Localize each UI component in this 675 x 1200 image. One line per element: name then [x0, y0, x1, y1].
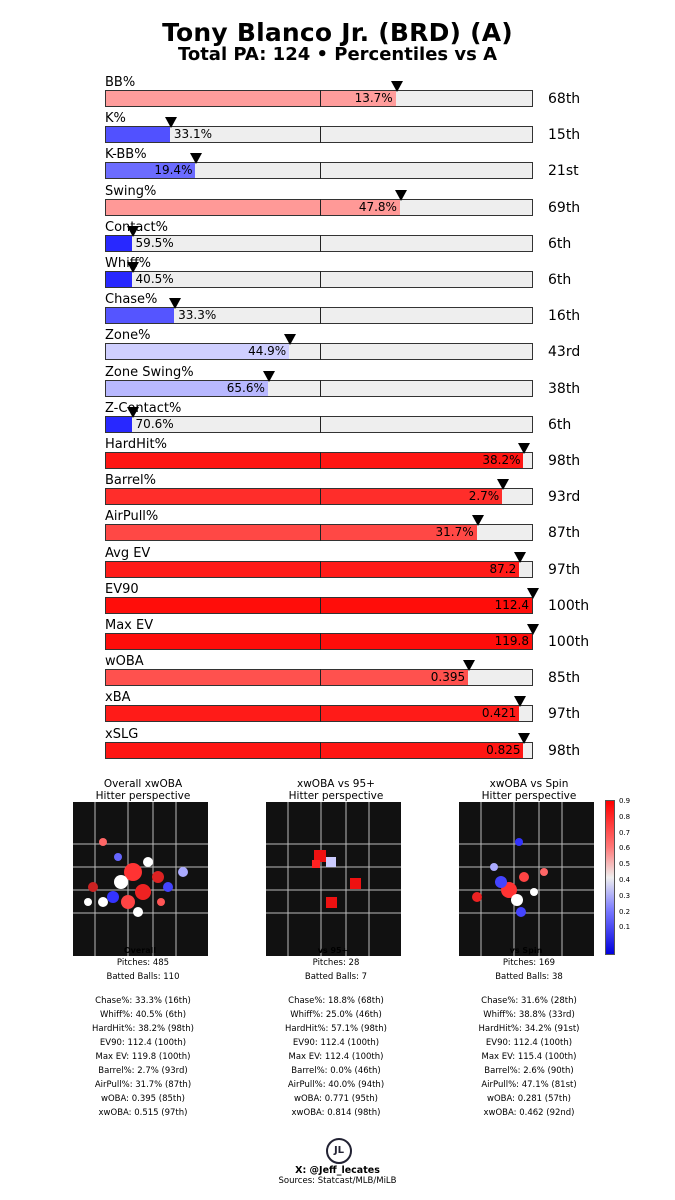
metric-percentile: 69th — [548, 199, 581, 216]
stat-line: HardHit%: 57.1% (98th) — [285, 1024, 387, 1034]
median-line — [320, 271, 321, 288]
metric-row — [0, 473, 675, 509]
heatmap-svg — [459, 802, 594, 956]
median-line — [320, 561, 321, 578]
metric-row — [0, 292, 675, 328]
metric-value: 65.6% — [226, 380, 265, 395]
heatmap-panel-overall — [63, 778, 223, 1118]
stat-line: AirPull%: 47.1% (81st) — [481, 1080, 577, 1090]
metric-bar-track — [105, 561, 533, 578]
metric-value: 38.2% — [482, 453, 521, 467]
median-line — [320, 199, 321, 216]
median-line — [320, 705, 321, 722]
percentile-marker — [518, 443, 530, 454]
stat-line: Barrel%: 2.6% (90th) — [484, 1066, 574, 1076]
stat-line: AirPull%: 40.0% (94th) — [287, 1080, 385, 1090]
percentile-marker — [127, 226, 139, 237]
metric-bar-fill — [106, 525, 477, 540]
median-line — [320, 307, 321, 324]
stat-line: Chase%: 31.6% (28th) — [481, 996, 577, 1006]
author-logo: JL — [326, 1138, 352, 1164]
metric-value: 2.7% — [468, 489, 500, 504]
metric-label: EV90 — [105, 581, 139, 597]
metric-label: Chase% — [105, 292, 158, 308]
median-line — [320, 343, 321, 360]
stat-line: Chase%: 18.8% (68th) — [288, 996, 384, 1006]
median-line — [320, 633, 321, 650]
metric-bar-fill — [106, 598, 532, 613]
percentile-marker — [463, 660, 475, 671]
percentile-marker — [127, 407, 139, 418]
heatmap-vs-95 — [266, 802, 401, 956]
metric-percentile: 68th — [548, 91, 581, 107]
metric-label: BB% — [105, 75, 136, 90]
stat-line: xwOBA: 0.515 (97th) — [98, 1108, 188, 1118]
page-title: Tony Blanco Jr. (BRD) (A) — [162, 18, 513, 47]
stat-line: wOBA: 0.281 (57th) — [487, 1094, 571, 1104]
stat-line: xwOBA: 0.814 (98th) — [291, 1108, 381, 1118]
percentile-marker — [514, 552, 526, 563]
metric-value: 19.4% — [154, 163, 193, 178]
metric-row — [0, 220, 675, 256]
stat-line: Whiff%: 25.0% (46th) — [290, 1010, 382, 1020]
median-line — [320, 524, 321, 541]
metric-percentile: 6th — [548, 272, 572, 288]
percentile-marker — [169, 298, 181, 309]
metric-bar-track — [105, 633, 533, 650]
metric-label: Avg EV — [105, 545, 151, 561]
metric-bar-track — [105, 705, 533, 722]
metric-label: Zone% — [105, 328, 151, 344]
stat-line: Pitches: 28 — [312, 958, 360, 968]
metric-row — [0, 328, 675, 364]
metric-bar-fill — [106, 706, 519, 721]
metric-label: K% — [105, 111, 126, 127]
metric-bar-track — [105, 742, 533, 759]
metric-row — [0, 582, 675, 618]
stat-line: Barrel%: 0.0% (46th) — [291, 1066, 381, 1076]
percentile-marker — [514, 696, 526, 707]
percentile-marker — [527, 588, 539, 599]
metric-percentile: 98th — [548, 453, 581, 469]
percentile-marker — [391, 81, 403, 92]
heatmap-stats — [246, 956, 426, 1120]
metric-value: 70.6% — [135, 416, 174, 431]
heatmap-stats — [439, 956, 619, 1120]
metric-value: 33.1% — [173, 127, 213, 142]
metric-bar-fill — [106, 453, 523, 468]
heatmap-inner-label: vs Spin — [509, 946, 543, 955]
metric-value: 87.2 — [489, 561, 517, 576]
metric-label: AirPull% — [105, 509, 159, 525]
metric-bar-track — [105, 271, 533, 288]
heatmap-overall — [73, 802, 208, 956]
metric-bar-track — [105, 524, 533, 541]
metric-label: Z-Contact% — [105, 400, 182, 416]
metric-row — [0, 509, 675, 545]
stat-line: Chase%: 33.3% (16th) — [95, 996, 191, 1006]
metric-bar-track — [105, 162, 533, 179]
metric-label: Max EV — [105, 618, 154, 633]
metric-bar-track — [105, 90, 533, 107]
metric-label: Swing% — [105, 183, 157, 199]
colorbar-tick: 0.5 — [619, 860, 631, 869]
metric-bar-fill — [106, 743, 523, 758]
stat-line: Whiff%: 38.8% (33rd) — [483, 1010, 575, 1020]
median-line — [320, 669, 321, 686]
zone-grid — [266, 802, 401, 956]
percentile-marker — [395, 190, 407, 201]
metric-bar-track — [105, 343, 533, 360]
metric-row — [0, 365, 675, 401]
metric-label: Contact% — [105, 219, 168, 235]
stat-line: Barrel%: 2.7% (93rd) — [98, 1066, 188, 1076]
stat-line: AirPull%: 31.7% (87th) — [94, 1080, 192, 1090]
stat-line: HardHit%: 34.2% (91st) — [478, 1024, 580, 1034]
colorbar-tick: 0.1 — [619, 923, 631, 932]
metric-row — [0, 546, 675, 582]
metric-value: 31.7% — [435, 525, 474, 540]
colorbar-tick: 0.8 — [619, 812, 631, 821]
zone-grid — [73, 802, 208, 956]
metric-bar-fill — [106, 200, 400, 215]
heatmap-stats — [53, 956, 233, 1120]
metric-bar-track — [105, 235, 533, 252]
heatmap-panel-vs-spin — [449, 778, 609, 1118]
stat-line: EV90: 112.4 (100th) — [292, 1038, 380, 1048]
metric-label: HardHit% — [105, 437, 167, 452]
metric-bar-track — [105, 669, 533, 686]
metric-bar-fill — [106, 272, 132, 287]
stat-line: Pitches: 485 — [116, 958, 170, 968]
stat-line: Batted Balls: 7 — [304, 972, 368, 982]
metric-value: 44.9% — [248, 344, 287, 359]
metric-bar-track — [105, 452, 533, 469]
stat-line: xwOBA: 0.462 (92nd) — [483, 1108, 575, 1118]
metric-label: Zone Swing% — [105, 364, 194, 380]
percentile-marker — [527, 624, 539, 635]
metric-bar-fill — [106, 127, 170, 142]
percentile-marker — [497, 479, 509, 490]
metric-row — [0, 401, 675, 437]
heatmap-inner-label: vs 95+ — [317, 946, 349, 955]
xwoba-blobs — [312, 850, 361, 908]
median-line — [320, 380, 321, 397]
metric-value: 13.7% — [354, 91, 393, 105]
xwoba-blobs — [84, 838, 188, 917]
stat-line: wOBA: 0.395 (85th) — [101, 1094, 185, 1104]
metric-value: 112.4 — [494, 597, 529, 612]
metric-percentile: 87th — [548, 525, 581, 542]
metric-bar-fill — [106, 236, 132, 251]
median-line — [320, 126, 321, 143]
stat-line: Pitches: 169 — [502, 958, 556, 968]
metric-percentile: 98th — [548, 742, 581, 759]
percentile-marker — [518, 733, 530, 744]
metric-row — [0, 184, 675, 220]
median-line — [320, 235, 321, 252]
heatmap-title: xwOBA vs 95+ Hitter perspective — [288, 778, 384, 802]
metric-value: 33.3% — [178, 308, 217, 323]
metric-row — [0, 727, 675, 763]
metric-row — [0, 690, 675, 726]
median-line — [320, 488, 321, 505]
heatmap-svg — [266, 802, 401, 956]
metric-value: 119.8 — [494, 634, 529, 648]
metric-row — [0, 75, 675, 111]
percentile-marker — [263, 371, 275, 382]
stat-line: EV90: 112.4 (100th) — [485, 1038, 573, 1048]
stat-line: EV90: 112.4 (100th) — [99, 1038, 187, 1048]
colorbar-tick: 0.2 — [619, 907, 631, 916]
heatmap-inner-label: Overall — [123, 946, 157, 955]
metric-bar-fill — [106, 308, 174, 323]
metric-value: 0.395 — [430, 670, 466, 685]
heatmap-vs-spin — [459, 802, 594, 956]
percentile-marker — [190, 153, 202, 164]
median-line — [320, 742, 321, 759]
metric-label: wOBA — [105, 654, 144, 670]
metric-row — [0, 256, 675, 292]
metric-percentile: 97th — [548, 706, 581, 723]
colorbar-tick: 0.4 — [619, 876, 631, 884]
metric-percentile: 21st — [548, 163, 579, 180]
metric-row — [0, 437, 675, 473]
heatmap-title: xwOBA vs Spin Hitter perspective — [481, 778, 577, 802]
metric-bar-track — [105, 416, 533, 433]
stat-line: Batted Balls: 110 — [106, 972, 180, 982]
colorbar-tick: 0.3 — [619, 891, 631, 900]
median-line — [320, 597, 321, 614]
stat-line: HardHit%: 38.2% (98th) — [92, 1024, 194, 1034]
metric-row — [0, 654, 675, 690]
metric-bar-track — [105, 126, 533, 143]
metric-bar-fill — [106, 634, 532, 649]
metric-row — [0, 147, 675, 183]
heatmap-title: Overall xwOBA Hitter perspective — [95, 778, 191, 802]
metric-value: 0.825 — [486, 742, 521, 757]
metric-percentile: 15th — [548, 127, 581, 144]
median-line — [320, 162, 321, 179]
metric-percentile: 16th — [548, 308, 581, 325]
stat-line: Max EV: 112.4 (100th) — [288, 1052, 384, 1062]
metric-value: 0.421 — [481, 706, 517, 721]
colorbar-tick: 0.7 — [619, 828, 631, 837]
metric-label: Whiff% — [105, 256, 152, 271]
colorbar-tick: 0.6 — [619, 844, 631, 853]
stat-line: wOBA: 0.771 (95th) — [294, 1094, 378, 1104]
metric-bar-track — [105, 199, 533, 216]
metric-label: xSLG — [105, 726, 139, 742]
metric-row — [0, 618, 675, 654]
colorbar-ticks — [619, 797, 649, 957]
percentile-marker — [472, 515, 484, 526]
metric-percentile: 85th — [548, 670, 581, 687]
metric-percentile: 100th — [548, 597, 590, 614]
colorbar — [605, 800, 615, 955]
metric-label: xBA — [105, 690, 131, 706]
metric-bar-track — [105, 380, 533, 397]
metric-percentile: 97th — [548, 561, 581, 578]
metric-bar-track — [105, 307, 533, 324]
metric-label: Barrel% — [105, 473, 157, 489]
metric-bar-track — [105, 597, 533, 614]
metric-value: 59.5% — [135, 235, 174, 250]
metric-percentile: 6th — [548, 235, 572, 252]
author-handle: X: @Jeff_lecates — [295, 1165, 380, 1176]
stat-line: Batted Balls: 38 — [495, 972, 563, 982]
metric-percentile: 100th — [548, 634, 590, 650]
metric-bar-fill — [106, 489, 502, 504]
sources-note: Sources: Statcast/MLB/MiLB — [278, 1176, 397, 1186]
metric-row — [0, 111, 675, 147]
metric-bar-fill — [106, 562, 519, 577]
metric-value: 40.5% — [135, 272, 174, 286]
median-line — [320, 90, 321, 107]
stat-line: Whiff%: 40.5% (6th) — [99, 1010, 187, 1020]
percentile-marker — [284, 334, 296, 345]
percentile-marker — [165, 117, 177, 128]
metric-percentile: 43rd — [548, 344, 581, 361]
metric-percentile: 6th — [548, 416, 572, 433]
median-line — [320, 452, 321, 469]
metric-bar-fill — [106, 417, 132, 432]
metric-percentile: 93rd — [548, 489, 581, 506]
xwoba-blobs — [472, 838, 548, 917]
median-line — [320, 416, 321, 433]
metric-bar-fill — [106, 670, 468, 685]
page-subtitle: Total PA: 124 • Percentiles vs A — [177, 44, 498, 65]
heatmap-svg — [73, 802, 208, 956]
metric-bar-track — [105, 488, 533, 505]
heatmap-panel-vs-95 — [256, 778, 416, 1118]
metric-bar-fill — [106, 91, 396, 106]
stat-line: Max EV: 115.4 (100th) — [481, 1052, 577, 1062]
metric-value: 47.8% — [358, 199, 397, 214]
stat-line: Max EV: 119.8 (100th) — [95, 1052, 191, 1062]
percentile-marker — [127, 262, 139, 273]
metric-label: K-BB% — [105, 147, 147, 163]
colorbar-tick: 0.9 — [619, 797, 631, 805]
metric-percentile: 38th — [548, 380, 581, 397]
